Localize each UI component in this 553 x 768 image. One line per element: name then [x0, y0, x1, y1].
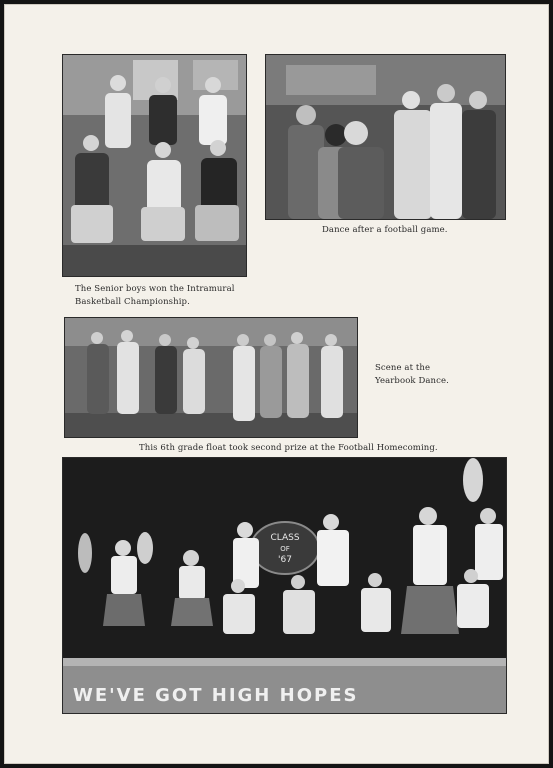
- class-sign-line3: '67: [278, 555, 292, 565]
- basketball-caption: [75, 283, 275, 309]
- yearbook-caption-line1: Scene at the: [375, 363, 431, 373]
- senior-boys-basketball-photo: [63, 55, 246, 276]
- basketball-caption-line2: Basketball Championship.: [75, 297, 190, 307]
- dance-caption: Dance after a football game.: [322, 225, 448, 235]
- yearbook-caption-line2: Yearbook Dance.: [375, 376, 449, 386]
- float-caption: This 6th grade float took second prize at the Football Homecoming.: [139, 443, 438, 453]
- yearbook-page: [4, 4, 549, 764]
- yearbook-dance-photo: [65, 318, 357, 437]
- football-dance-photo: [266, 55, 505, 219]
- homecoming-float-photo: [63, 458, 506, 713]
- yearbook-caption: [375, 362, 485, 388]
- class-sign-line2: OF: [280, 545, 290, 553]
- float-banner: WE'VE GOT HIGH HOPES: [73, 685, 359, 706]
- basketball-caption-line1: The Senior boys won the Intramural: [75, 284, 235, 294]
- class-sign-line1: CLASS: [270, 533, 300, 543]
